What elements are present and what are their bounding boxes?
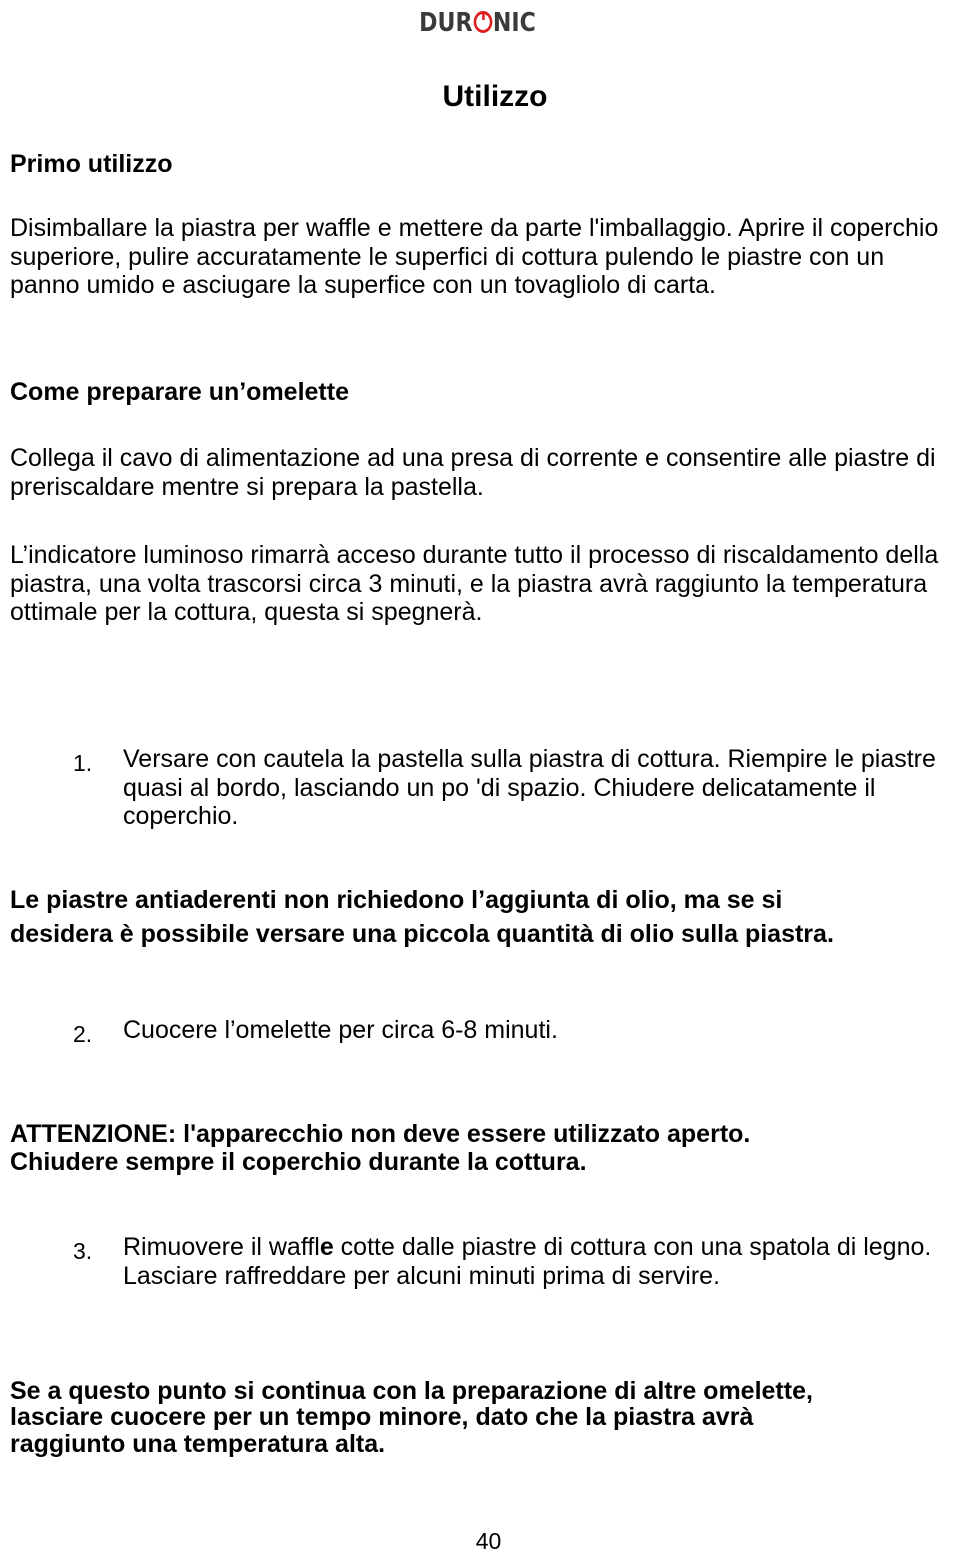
logo-text-left: DUR bbox=[419, 8, 473, 38]
step-2-text: Cuocere l’omelette per circa 6-8 minuti. bbox=[123, 1016, 558, 1044]
step-1-number: 1. bbox=[73, 750, 93, 776]
preheat-paragraph: Collega il cavo di alimentazione ad una presa di corrente e consentire alle piastre di preriscaldare mentre si prepara la pastella. bbox=[10, 444, 936, 501]
indicator-paragraph: L’indicatore luminoso rimarrà acceso durante tutto il processo di riscaldamento della piastra, una volta trascorsi circa 3 minuti, e la piastra avrà raggiunto la temperatura ottimale per la cottura, questa si spegnerà. bbox=[10, 541, 939, 626]
page-number: 40 bbox=[475, 1528, 502, 1554]
first-use-paragraph: Disimballare la piastra per waffle e mettere da parte l'imballaggio. Aprire il coperchio superiore, pulire accuratamente le superfici di cottura pulendo le piastre con un panno umido e asciugare la superfice con un tovagliolo di carta. bbox=[10, 214, 939, 299]
step-2-number: 2. bbox=[73, 1021, 93, 1047]
step-3-text-bold: e bbox=[319, 1233, 334, 1261]
step-1-text: Versare con cautela la pastella sulla piastra di cottura. Riempire le piastre quasi al bordo, lasciando un po 'di spazio. Chiudere delicatamente il coperchio. bbox=[123, 745, 936, 830]
final-note-line-1: Se a questo punto si continua con la preparazione di altre omelette, bbox=[10, 1377, 813, 1405]
power-icon bbox=[473, 11, 492, 33]
section-heading-omelette: Come preparare un’omelette bbox=[10, 378, 349, 406]
section-heading-first-use: Primo utilizzo bbox=[10, 150, 173, 178]
step-3-number: 3. bbox=[73, 1238, 93, 1264]
brand-logo bbox=[72, 8, 884, 38]
step-3-text bbox=[123, 1233, 943, 1290]
oil-note-line-2: desidera è possibile versare una piccola quantità di olio sulla piastra. bbox=[10, 920, 834, 948]
warning-line-1: ATTENZIONE: l'apparecchio non deve essere utilizzato aperto. bbox=[10, 1120, 751, 1148]
step-3-text-start: Rimuovere il waffl bbox=[123, 1233, 320, 1261]
final-note-line-3: raggiunto una temperatura alta. bbox=[10, 1430, 386, 1458]
logo-text-right: NIC bbox=[492, 8, 536, 38]
page-title: Utilizzo bbox=[442, 80, 548, 113]
step-3-text-end: cotte dalle piastre di cottura con una spatola di legno. Lasciare raffreddare per alcuni minuti prima di servire. bbox=[123, 1233, 932, 1290]
warning-line-2: Chiudere sempre il coperchio durante la cottura. bbox=[10, 1148, 587, 1176]
final-note-line-2: lasciare cuocere per un tempo minore, dato che la piastra avrà bbox=[10, 1403, 754, 1431]
oil-note-line-1: Le piastre antiaderenti non richiedono l’aggiunta di olio, ma se si bbox=[10, 886, 783, 914]
